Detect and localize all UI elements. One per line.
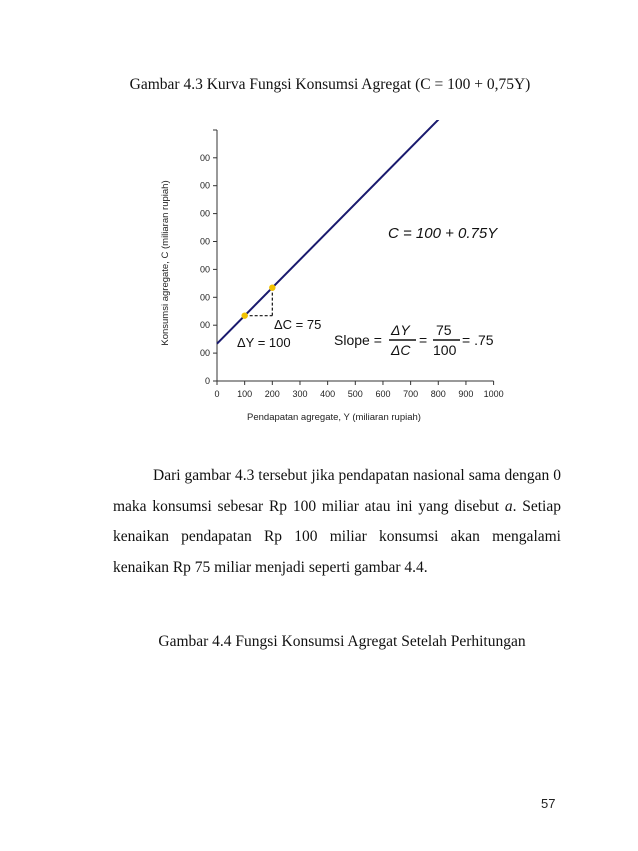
- delta-y-label: ΔY = 100: [237, 335, 291, 350]
- body-paragraph: [113, 461, 561, 583]
- consumption-function-chart: [150, 120, 510, 440]
- x-axis: [214, 381, 503, 399]
- y-tick-label: 0: [204, 376, 210, 386]
- page-number: 57: [541, 796, 556, 811]
- x-tick-label: 1000: [483, 389, 504, 399]
- x-tick-label: 100: [237, 389, 253, 399]
- y-tick-label: 00: [199, 264, 210, 275]
- y-tick-label: 00: [199, 236, 210, 247]
- paragraph-text-2: . Setiap kenaikan pendapatan Rp 100 miliar konsumsi akan mengalami kenaikan Rp 75 miliar menjadi seperti gambar 4.4.: [113, 497, 561, 576]
- highlight-point: [269, 284, 275, 290]
- x-tick-label: 400: [320, 389, 336, 399]
- x-tick-label: 800: [430, 389, 446, 399]
- figure-caption-4-4: Gambar 4.4 Fungsi Konsumsi Agregat Setelah Perhitungan: [158, 633, 526, 650]
- y-tick-label: 00: [199, 348, 210, 359]
- paragraph-text-1: Dari gambar 4.3 tersebut jika pendapatan nasional sama dengan 0 maka konsumsi sebesar Rp 100 miliar atau ini yang disebut: [113, 467, 561, 515]
- equation-label: C = 100 + 0.75Y: [388, 225, 498, 242]
- fraction-denominator: 100: [433, 342, 457, 358]
- x-tick-label: 500: [347, 389, 363, 399]
- y-tick-label: 00: [199, 320, 210, 331]
- x-tick-label: 600: [375, 389, 391, 399]
- slope-denominator: ΔC: [391, 342, 411, 358]
- highlight-point: [241, 312, 247, 318]
- slope-equals: =: [419, 332, 428, 348]
- figure-caption-4-3: Gambar 4.3 Kurva Fungsi Konsumsi Agregat (C = 100 + 0,75Y): [129, 76, 531, 93]
- x-tick-label: 0: [214, 389, 220, 399]
- x-tick-label: 700: [403, 389, 419, 399]
- slope-result: = .75: [462, 332, 494, 348]
- delta-c-label: ΔC = 75: [274, 317, 322, 332]
- x-tick-label: 300: [292, 389, 308, 399]
- y-tick-label: 00: [199, 292, 210, 303]
- x-axis-label: Pendapatan agregate, Y (miliaran rupiah): [247, 412, 421, 423]
- y-tick-label: 00: [199, 208, 210, 219]
- fraction-numerator: 75: [436, 322, 452, 338]
- y-tick-label: 00: [199, 152, 210, 163]
- slope-numerator: ΔY: [391, 322, 410, 338]
- y-axis-label: Konsumsi agregate, C (miliaran rupiah): [160, 180, 171, 346]
- x-tick-label: 200: [264, 389, 280, 399]
- y-axis: [200, 130, 217, 386]
- x-tick-label: 900: [458, 389, 474, 399]
- paragraph-italic-a: a: [504, 497, 513, 515]
- slope-label: Slope =: [334, 332, 382, 348]
- y-tick-label: 00: [199, 180, 210, 191]
